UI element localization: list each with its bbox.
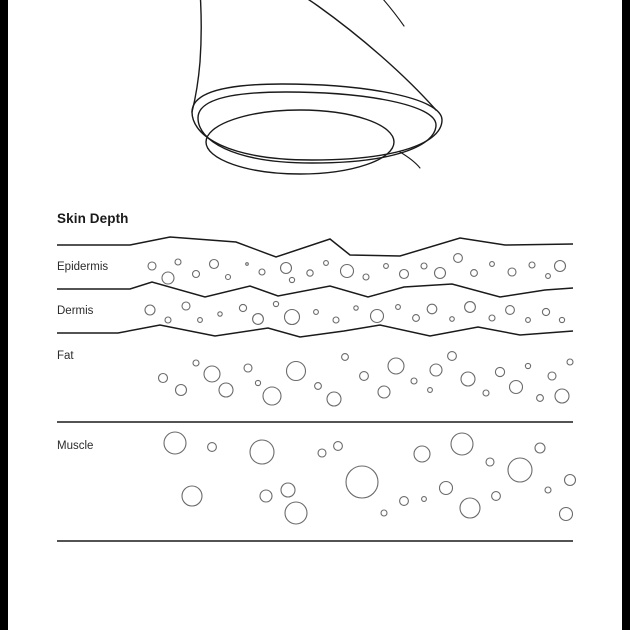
boundary-dermis-fat xyxy=(57,325,573,337)
boundary-skin-surface xyxy=(57,237,573,257)
device-head-outer-ring xyxy=(192,84,442,160)
device-head-inner-plate xyxy=(206,110,394,174)
boundary-epidermis-dermis xyxy=(57,282,573,297)
dermis-bubbles xyxy=(145,301,565,324)
device-body-left-edge xyxy=(192,0,201,112)
fat-bubbles xyxy=(159,352,574,406)
device-head-seam xyxy=(400,152,420,168)
skin-depth-diagram xyxy=(0,200,630,600)
epidermis-bubbles xyxy=(148,254,566,284)
layer-label-fat: Fat xyxy=(57,350,74,362)
layer-label-epidermis: Epidermis xyxy=(57,261,109,273)
device-illustration xyxy=(0,0,630,200)
skin-depth-title: Skin Depth xyxy=(57,211,129,226)
layer-label-muscle: Muscle xyxy=(57,440,94,452)
layer-label-dermis: Dermis xyxy=(57,305,94,317)
device-body-highlight xyxy=(356,0,404,26)
skin-boundary-lines xyxy=(57,237,573,541)
muscle-bubbles xyxy=(164,432,576,524)
